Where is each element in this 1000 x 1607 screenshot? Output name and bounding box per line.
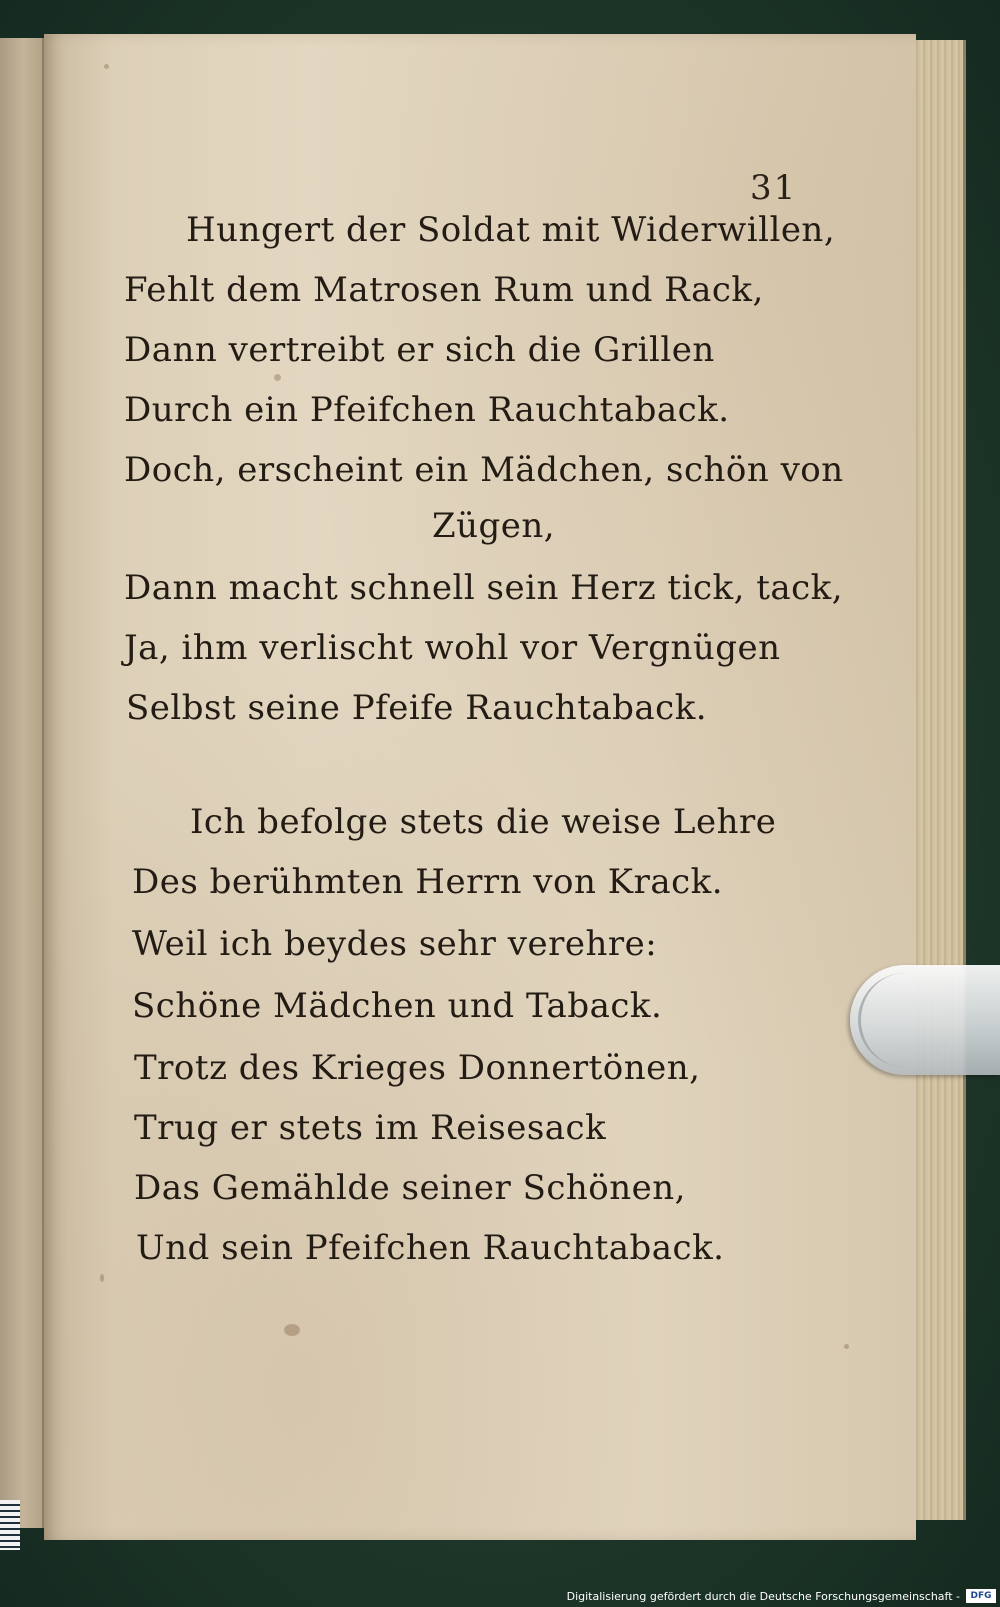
verse-line: Ja, ihm verlischt wohl vor Vergnügen [124,628,781,668]
page-clip [850,965,1000,1075]
page-number: 31 [750,168,798,208]
left-page-edge [0,38,44,1528]
verse-line: Doch, erscheint ein Mädchen, schön von [124,450,844,490]
foxing-spot [274,374,281,381]
book-page [44,34,916,1540]
verse-line: Fehlt dem Matrosen Rum und Rack, [124,270,764,310]
dfg-logo: DFG [966,1589,996,1603]
verse-line: Zügen, [432,506,556,546]
verse-line: Und sein Pfeifchen Rauchtaback. [136,1228,725,1268]
foxing-spot [104,64,109,69]
verse-line: Des berühmten Herrn von Krack. [132,862,724,902]
verse-line: Das Gemählde seiner Schönen, [134,1168,686,1208]
foxing-spot [100,1274,104,1282]
verse-line: Trotz des Krieges Donnertönen, [134,1048,701,1088]
verse-line: Hungert der Soldat mit Widerwillen, [186,210,836,250]
page-clip-rim [858,973,921,1067]
digitization-credit: Digitalisierung gefördert durch die Deutsche Forschungsgemeinschaft - [566,1590,960,1603]
verse-line: Weil ich beydes sehr verehre: [132,924,658,964]
foxing-spot [844,1344,849,1349]
verse-line: Schöne Mädchen und Taback. [132,986,663,1026]
verse-line: Selbst seine Pfeife Rauchtaback. [126,688,708,728]
library-sticker [0,1500,20,1550]
verse-line: Ich befolge stets die weise Lehre [190,802,777,842]
verse-line: Dann macht schnell sein Herz tick, tack, [124,568,844,608]
verse-line: Dann vertreibt er sich die Grillen [124,330,715,370]
foxing-spot [284,1324,300,1336]
verse-line: Durch ein Pfeifchen Rauchtaback. [124,390,730,430]
verse-line: Trug er stets im Reisesack [134,1108,607,1148]
